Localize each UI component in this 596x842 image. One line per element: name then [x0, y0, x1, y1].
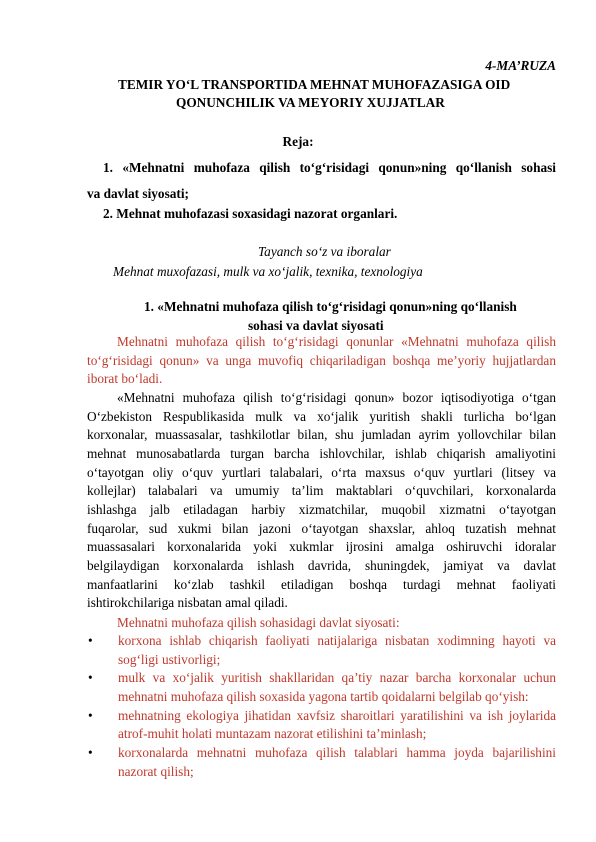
paragraph-2-line: fuqarolar, sud xukmi bilan jazoni o‘tayotgan shaxslar, ahloq tuzatish mehnat: [87, 521, 556, 536]
bullet-marker: •: [88, 745, 93, 760]
plan-item-1-line2: va davlat siyosati;: [87, 186, 189, 201]
paragraph-2-line: muassasalari korxonalarida yoki xukmlar ijrosini amalga oshiruvchi idoralar: [87, 539, 556, 554]
keywords-list: Mehnat muxofazasi, mulk va xo‘jalik, texnika, texnologiya: [113, 264, 423, 279]
document-title-line1: TEMIR YO‘L TRANSPORTIDA MEHNAT MUHOFAZASIGA OID: [118, 77, 511, 92]
paragraph-2-line: manfaatlarini ko‘zlab tashkil etiladigan boshqa turdagi mehnat faoliyati: [87, 577, 556, 592]
section-heading-line2: sohasi va davlat siyosati: [248, 318, 384, 333]
paragraph-2-line: O‘zbekiston Respublikasida mulk va xo‘jalik yuritish shakli turlicha bo‘lgan: [87, 409, 556, 424]
paragraph-2-line: ishtirokchilariga nisbatan amal qiladi.: [87, 595, 288, 610]
keywords-heading: Tayanch so‘z va iboralar: [258, 244, 391, 259]
document-title-line2: QONUNCHILIK VA MEYORIY XUJJATLAR: [176, 95, 445, 110]
paragraph-2-line: ishlashga jalb etiladagan harbiy xizmatchilar, muqobil xizmatni o‘tayotgan: [87, 502, 556, 517]
bullet-marker: •: [88, 633, 93, 648]
bullet-item-line: mehnatni muhofaza qilish soxasida yagona tartib qoidalarni belgilab qo‘yish:: [118, 689, 529, 704]
bullet-item-line: mehnatning ekologiya jihatidan xavfsiz sharoitlari yaratilishini va ish joylarida: [118, 708, 556, 723]
plan-item-1-line1: 1. «Mehnatni muhofaza qilish to‘g‘risidagi qonun»ning qo‘llanish sohasi: [103, 160, 556, 175]
paragraph-2-line: mehnat munosabatlarda turgan barcha ishlovchilar, ishlab chiqarish amaliyotini: [87, 446, 556, 461]
lecture-label: 4-MA’RUZA: [485, 58, 556, 73]
bullet-marker: •: [88, 708, 93, 723]
policy-intro: Mehnatni muhofaza qilish sohasidagi davlat siyosati:: [117, 615, 400, 630]
bullet-item-line: korxonalarda mehnatni muhofaza qilish talablari hamma joyda bajarilishini: [118, 745, 556, 760]
bullet-item-line: atrof-muhit holati muntazam nazorat etilishini ta’minlash;: [118, 726, 427, 741]
section-heading-line1: 1. «Mehnatni muhofaza qilish to‘g‘risidagi qonun»ning qo‘llanish: [144, 299, 517, 314]
plan-heading: Reja:: [282, 134, 314, 149]
paragraph-1-line: to‘g‘risidagi qonun» va unga muvofiq chiqariladigan boshqa me’yoriy hujjatlardan: [87, 353, 556, 368]
plan-item-2: 2. Mehnat muhofazasi soxasidagi nazorat organlari.: [103, 206, 398, 221]
paragraph-1-line: Mehnatni muhofaza qilish to‘g‘risidagi qonunlar «Mehnatni muhofaza qilish: [117, 334, 556, 349]
paragraph-1-line: iborat bo‘ladi.: [87, 371, 163, 386]
paragraph-2-line: o‘tayotgan oliy o‘quv yurtlari talabalari, o‘rta maxsus o‘quv yurtlari (litsey va: [87, 465, 556, 480]
paragraph-2-line: belgilaydigan korxonalarda ishlash davrida, shuningdek, jamiyat va davlat: [87, 558, 556, 573]
paragraph-2-line: kollejlar) talabalari va umumiy ta’lim maktablari o‘quvchilari, korxonalarda: [87, 483, 556, 498]
paragraph-2-line: korxonalar, muassasalar, tashkilotlar bilan, shu jumladan ayrim yollovchilar bilan: [87, 427, 556, 442]
bullet-marker: •: [88, 670, 93, 685]
bullet-item-line: mulk va xo‘jalik yuritish shakllaridan qa’tiy nazar barcha korxonalar uchun: [118, 670, 556, 685]
bullet-item-line: korxona ishlab chiqarish faoliyati natijalariga nisbatan xodimning hayoti va: [118, 633, 556, 648]
bullet-item-line: nazorat qilish;: [118, 764, 194, 779]
bullet-item-line: sog‘ligi ustivorligi;: [118, 652, 221, 667]
paragraph-2-line: «Mehnatni muhofaza qilish to‘g‘risidagi qonun» bozor iqtisodiyotiga o‘tgan: [117, 390, 556, 405]
